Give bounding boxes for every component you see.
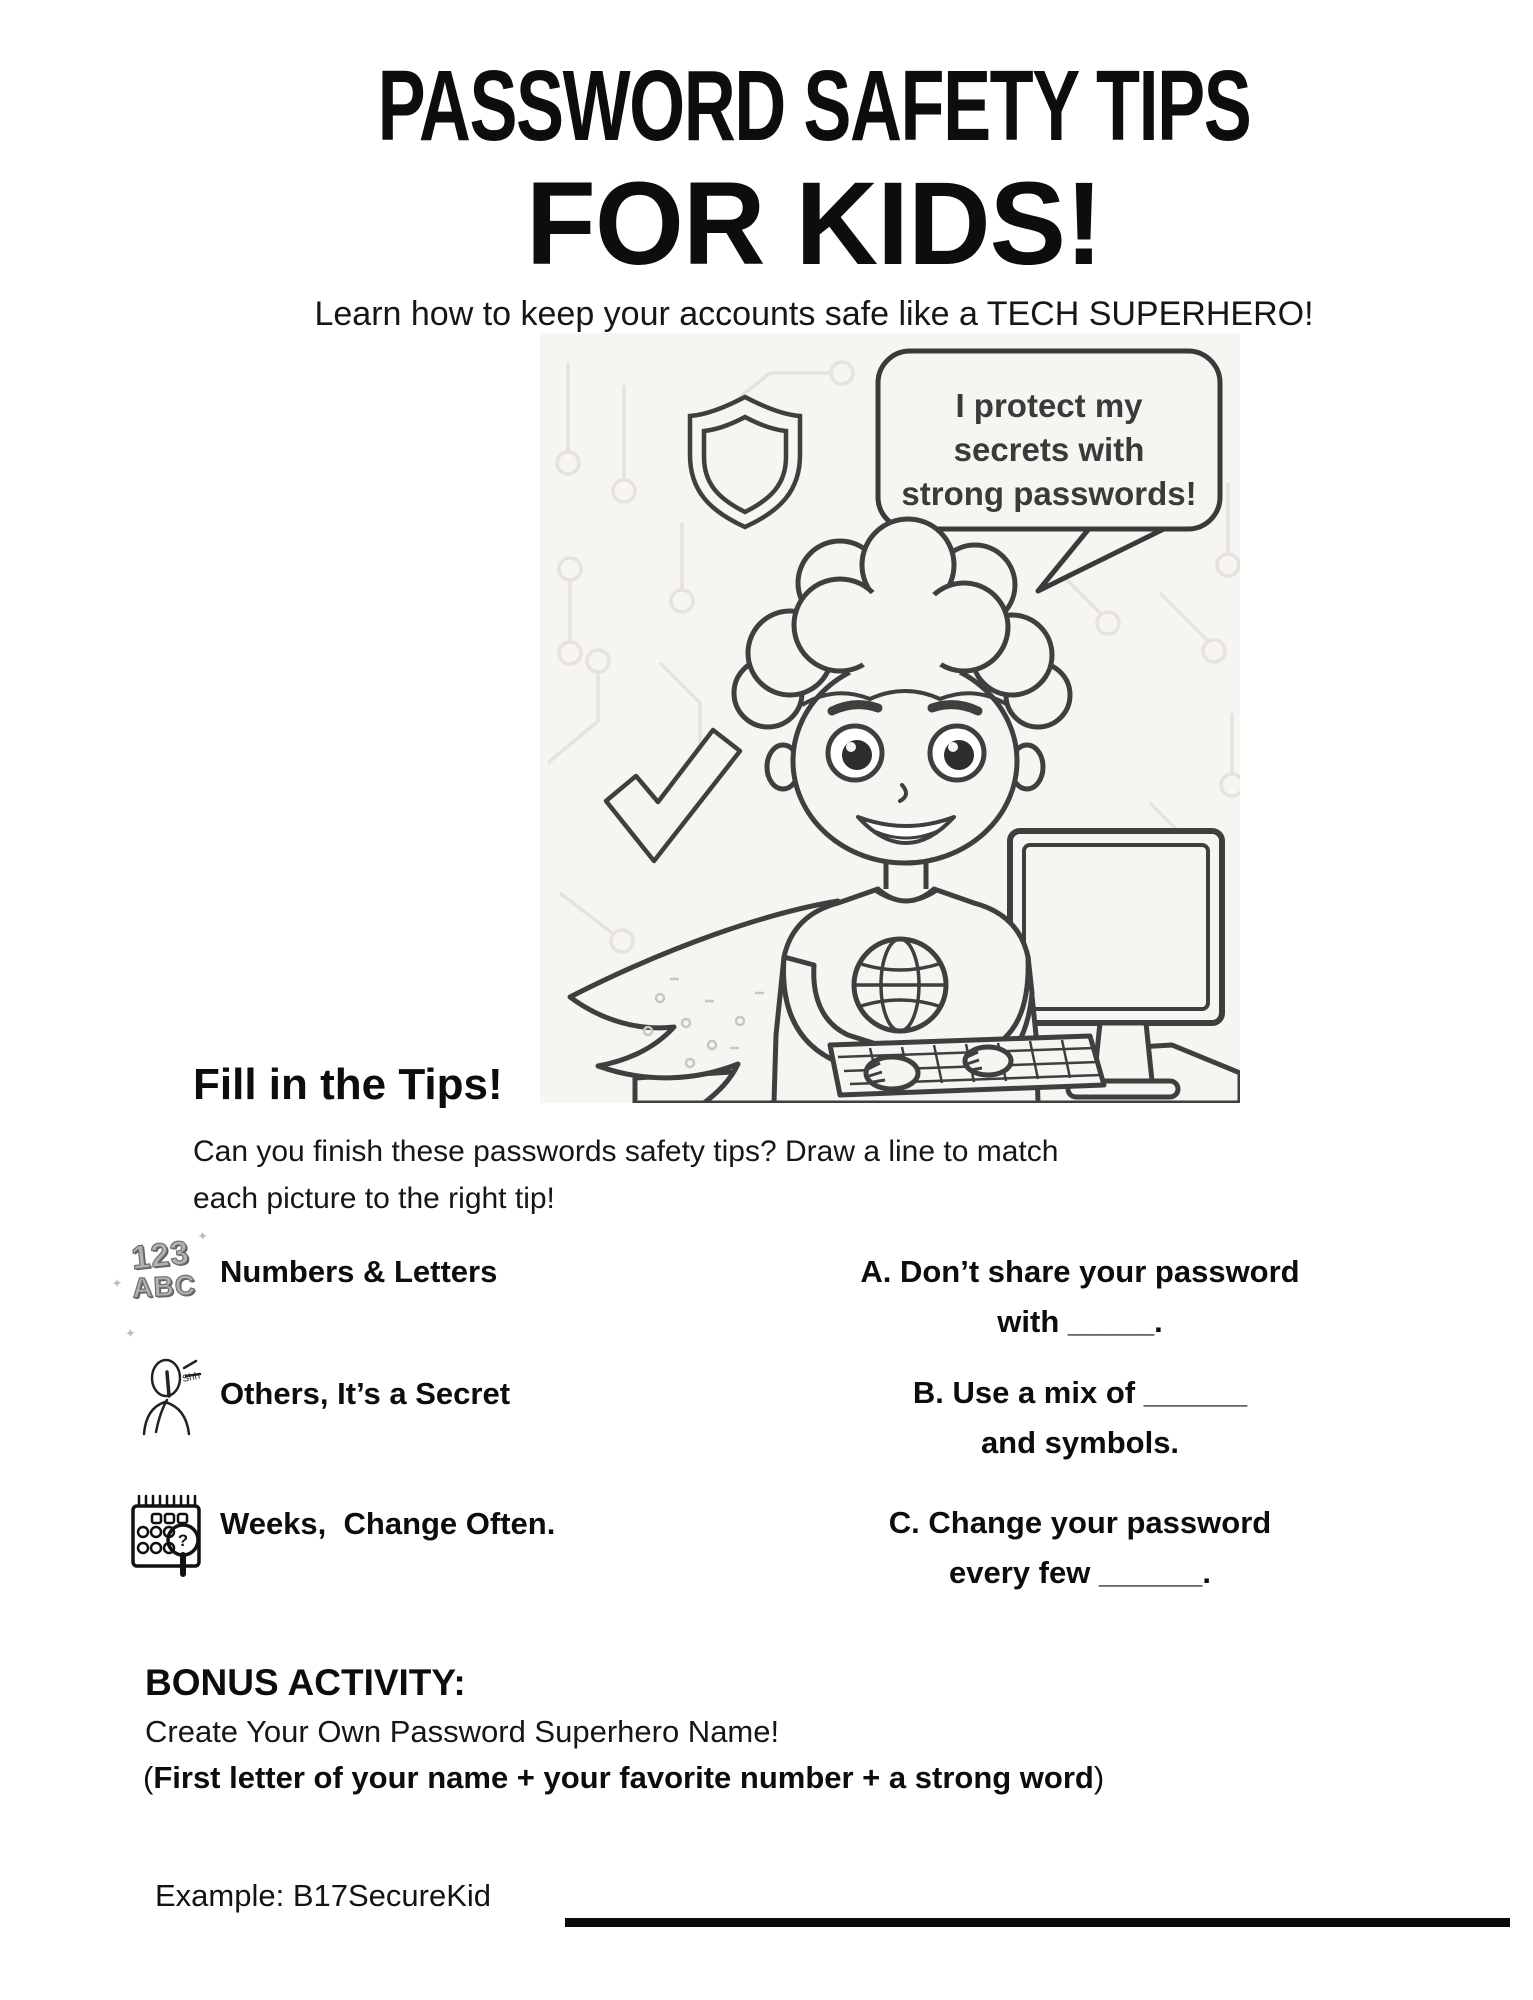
svg-text:?: ?: [177, 1531, 189, 1550]
speech-bubble-line2: secrets with: [953, 431, 1145, 468]
instructions-line1: Can you finish these passwords safety tips? Draw a line to match: [193, 1135, 1059, 1168]
tip-b: [830, 1368, 1330, 1468]
bonus-formula-bold: First letter of your name + your favorite number + a strong word: [153, 1760, 1094, 1795]
sparkle-icon: ✦: [124, 1325, 137, 1342]
fill-section-heading: Fill in the Tips!: [193, 1060, 503, 1109]
fill-section-instructions: [193, 1128, 1093, 1222]
hero-illustration: [540, 333, 1240, 1103]
globe-icon: [854, 939, 946, 1031]
match-item-weeks-change: Weeks, Change Often.: [220, 1506, 556, 1541]
speech-bubble-line3: strong passwords!: [901, 475, 1197, 512]
sparkle-icon: ✦: [196, 1228, 209, 1245]
answer-line: [565, 1918, 1510, 1927]
tip-a-line1: A. Don’t share your password: [860, 1254, 1300, 1289]
tip-c-line2: every few ______.: [949, 1555, 1211, 1590]
page-subtitle: Learn how to keep your accounts safe like a TECH SUPERHERO!: [314, 294, 1314, 333]
bonus-heading: BONUS ACTIVITY:: [145, 1662, 466, 1703]
bonus-formula: (First letter of your name + your favorite number + a strong word): [143, 1760, 1105, 1795]
match-item-others-secret: Others, It’s a Secret: [220, 1376, 511, 1411]
tip-c-line1: C. Change your password: [888, 1505, 1272, 1540]
header: [95, 50, 1533, 334]
calendar-search-icon: [128, 1492, 210, 1584]
page-title-line2: FOR KIDS!: [525, 158, 1103, 290]
instructions-line2: each picture to the right tip!: [193, 1182, 555, 1215]
tip-b-line2: and symbols.: [980, 1425, 1180, 1460]
example-label: Example: B17SecureKid: [155, 1878, 492, 1913]
tip-c: [830, 1498, 1330, 1598]
match-item-numbers-letters: Numbers & Letters: [220, 1254, 498, 1289]
tip-b-line1: B. Use a mix of ______: [912, 1375, 1248, 1410]
speech-bubble-line1: I protect my: [955, 387, 1143, 424]
page-title-line1: PASSWORD SAFETY TIPS: [377, 50, 1251, 162]
svg-text:Shh: Shh: [181, 1370, 202, 1385]
sparkle-icon: ✦: [110, 1275, 124, 1292]
shh-secret-icon: [136, 1358, 208, 1436]
tip-a-line2: with _____.: [997, 1304, 1163, 1339]
tip-a: [830, 1247, 1330, 1347]
numbers-letters-icon: 123 ABC ✦ ✦ ✦: [110, 1228, 209, 1342]
bonus-line1: Create Your Own Password Superhero Name!: [145, 1714, 780, 1749]
